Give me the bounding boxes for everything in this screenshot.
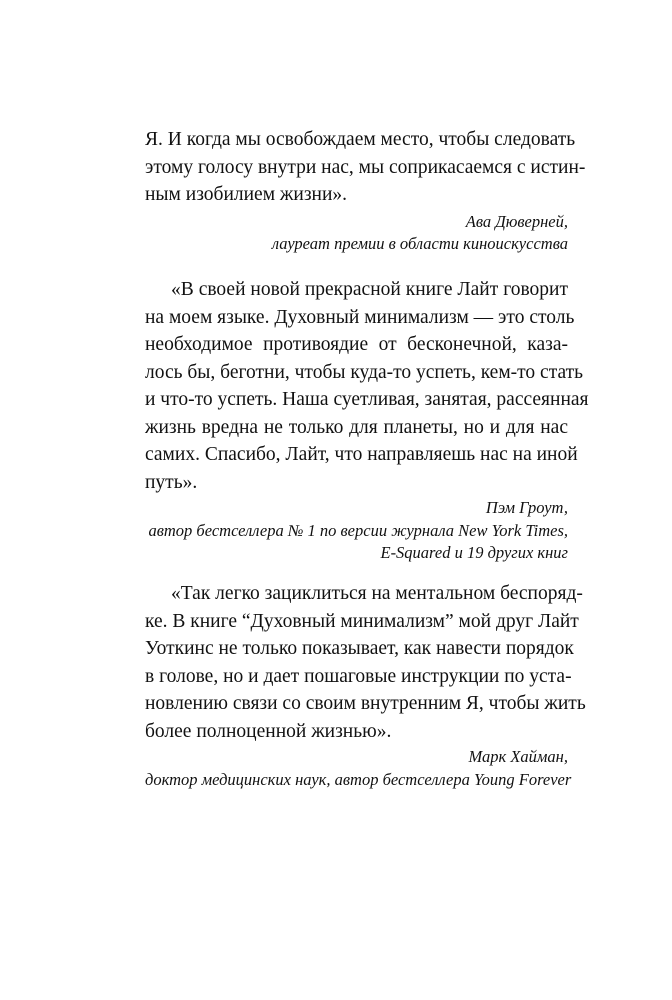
quote-author-title: автор бестселлера № 1 по версии журнала New York Times, [148, 520, 568, 540]
quote-line: лось бы, беготни, чтобы куда-то успеть, кем-то стать [145, 361, 584, 383]
quote-line: этому голосу внутри нас, мы соприкасаемся с истин- [145, 156, 586, 178]
quote-line: ке. В книге “Духовный минимализм” мой друг Лайт [145, 610, 579, 632]
quote-line: на моем языке. Духовный минимализм — это столь [145, 306, 575, 328]
quote-line: «Так легко зациклиться на ментальном беспоряд- [171, 583, 583, 604]
quote-line: более полноценной жизнью». [145, 720, 392, 742]
quote-author-title: доктор медицинских наук, автор бестселлера Young Forever [145, 769, 572, 789]
quote-line: путь». [145, 471, 198, 493]
quote-line: ным изобилием жизни». [145, 184, 348, 205]
quote-author-title: E-Squared и 19 других книг [380, 543, 568, 562]
quote-line: необходимое противоядие от бесконечной, каза- [145, 334, 568, 355]
quote-line: Уоткинс не только показывает, как навести порядок [145, 638, 574, 659]
quote-author-title: лауреат премии в области киноискусства [271, 234, 568, 253]
testimonial-quote-3 [145, 580, 586, 791]
quote-author-name: Марк Хайман, [468, 747, 568, 766]
quote-line: и что-то успеть. Наша суетливая, занятая, рассеянная [145, 389, 589, 410]
quote-line: «В своей новой прекрасной книге Лайт говорит [171, 279, 568, 300]
testimonial-quote-1 [145, 126, 586, 256]
quote-line: самих. Спасибо, Лайт, что направляешь нас на иной [145, 444, 578, 465]
quote-line: Я. И когда мы освобождаем место, чтобы следовать [145, 129, 576, 150]
quote-author-name: Ава Дюверней, [465, 211, 568, 231]
quote-line: жизнь вредна не только для планеты, но и для нас [145, 416, 568, 438]
quote-author-name: Пэм Гроут, [485, 498, 568, 517]
testimonial-quote-2 [145, 276, 589, 565]
quote-line: в голове, но и дает пошаговые инструкции по уста- [145, 665, 572, 687]
quote-line: новлению связи со своим внутренним Я, чтобы жить [145, 693, 586, 714]
